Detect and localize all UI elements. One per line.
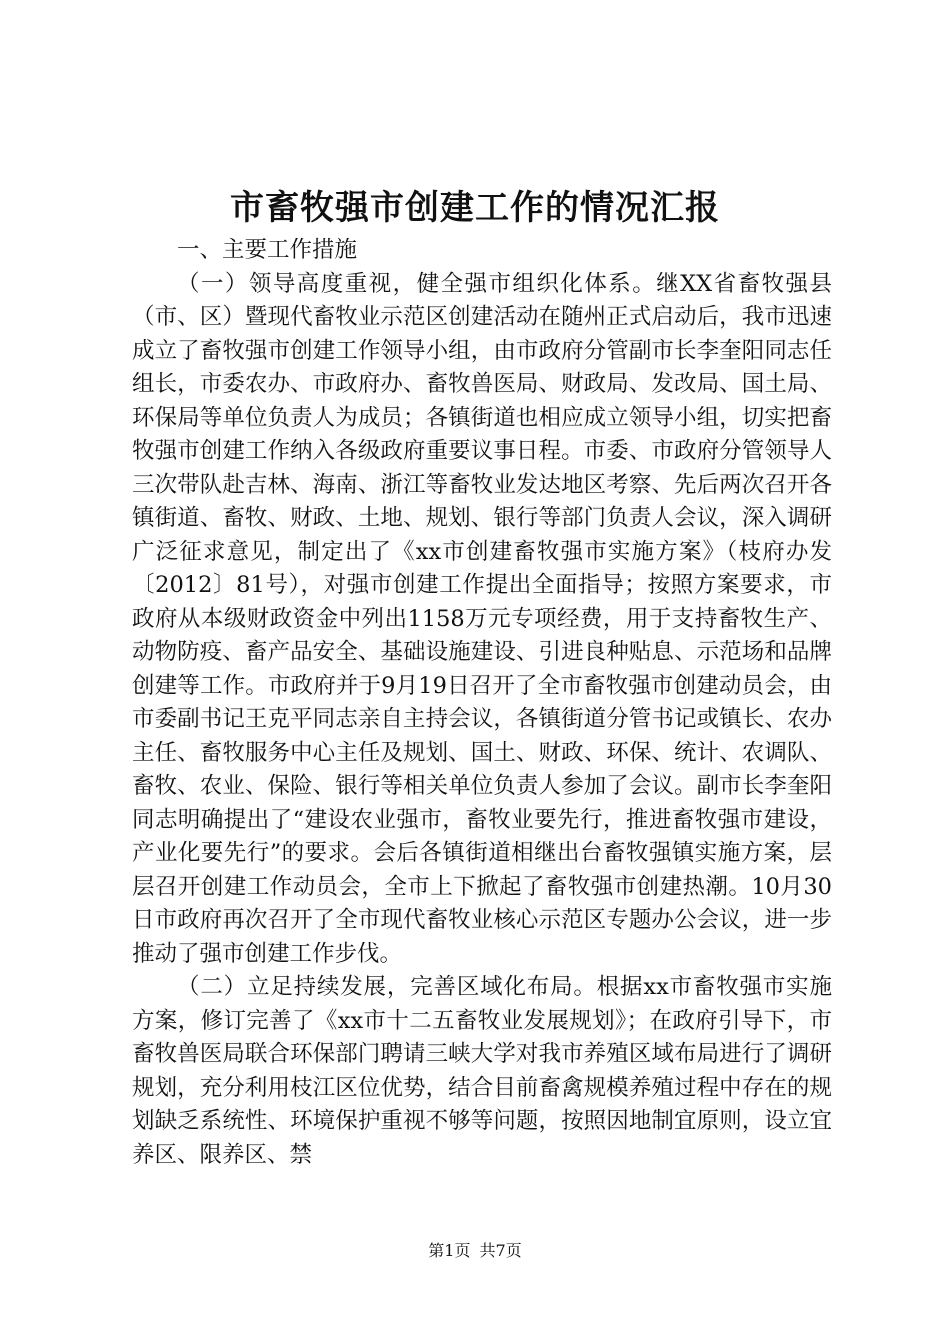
paragraph-1: （一）领导高度重视，健全强市组织化体系。继XX省畜牧强县（市、区）暨现代畜牧业示范区创建活动在随州正式启动后，我市迅速成立了畜牧强市创建工作领导小组，由市政府分管副市长李奎阳同志任组长，市委农办、市政府办、畜牧兽医局、财政局、发改局、国土局、环保局等单位负责人为成员；各镇街道也相应成立领导小组，切实把畜牧强市创建工作纳入各级政府重要议事日程。市委、市政府分管领导人三次带队赴吉林、海南、浙江等畜牧业发达地区考察、先后两次召开各镇街道、畜牧、财政、土地、规划、银行等部门负责人会议，深入调研广泛征求意见，制定出了《xx市创建畜牧强市实施方案》（枝府办发〔2012〕81号），对强市创建工作提出全面指导；按照方案要求，市政府从本级财政资金中列出1158万元专项经费，用于支持畜牧生产、动物防疫、畜产品安全、基础设施建设、引进良种贴息、示范场和品牌创建等工作。市政府并于9月19日召开了全市畜牧强市创建动员会，由市委副书记王克平同志亲自主持会议，各镇街道分管书记或镇长、农办主任、畜牧服务中心主任及规划、国土、财政、环保、统计、农调队、畜牧、农业、保险、银行等相关单位负责人参加了会议。副市长李奎阳同志明确提出了“建设农业强市，畜牧业要先行，推进畜牧强市建设，产业化要先行”的要求。会后各镇街道相继出台畜牧强镇实施方案，层层召开创建工作动员会，全市上下掀起了畜牧强市创建热潮。10月30日市政府再次召开了全市现代畜牧业核心示范区专题办公会议，进一步推动了强市创建工作步伐。	[132, 270, 832, 967]
page-footer	[0, 1240, 950, 1262]
page-number: 第1页	[428, 1241, 471, 1260]
page-total: 共7页	[479, 1241, 522, 1260]
section-heading: 一、主要工作措施	[177, 237, 358, 263]
document-body	[132, 234, 832, 1172]
paragraph-2: （二）立足持续发展，完善区域化布局。根据xx市畜牧强市实施方案，修订完善了《xx市十二五畜牧业发展规划》；在政府引导下，市畜牧兽医局联合环保部门聘请三峡大学对我市养殖区域布局进行了调研规划，充分利用枝江区位优势，结合目前畜禽规模养殖过程中存在的规划缺乏系统性、环境保护重视不够等问题，按照因地制宜原则，设立宜养区、限养区、禁	[132, 974, 832, 1168]
document-title: 市畜牧强市创建工作的情况汇报	[230, 188, 720, 228]
